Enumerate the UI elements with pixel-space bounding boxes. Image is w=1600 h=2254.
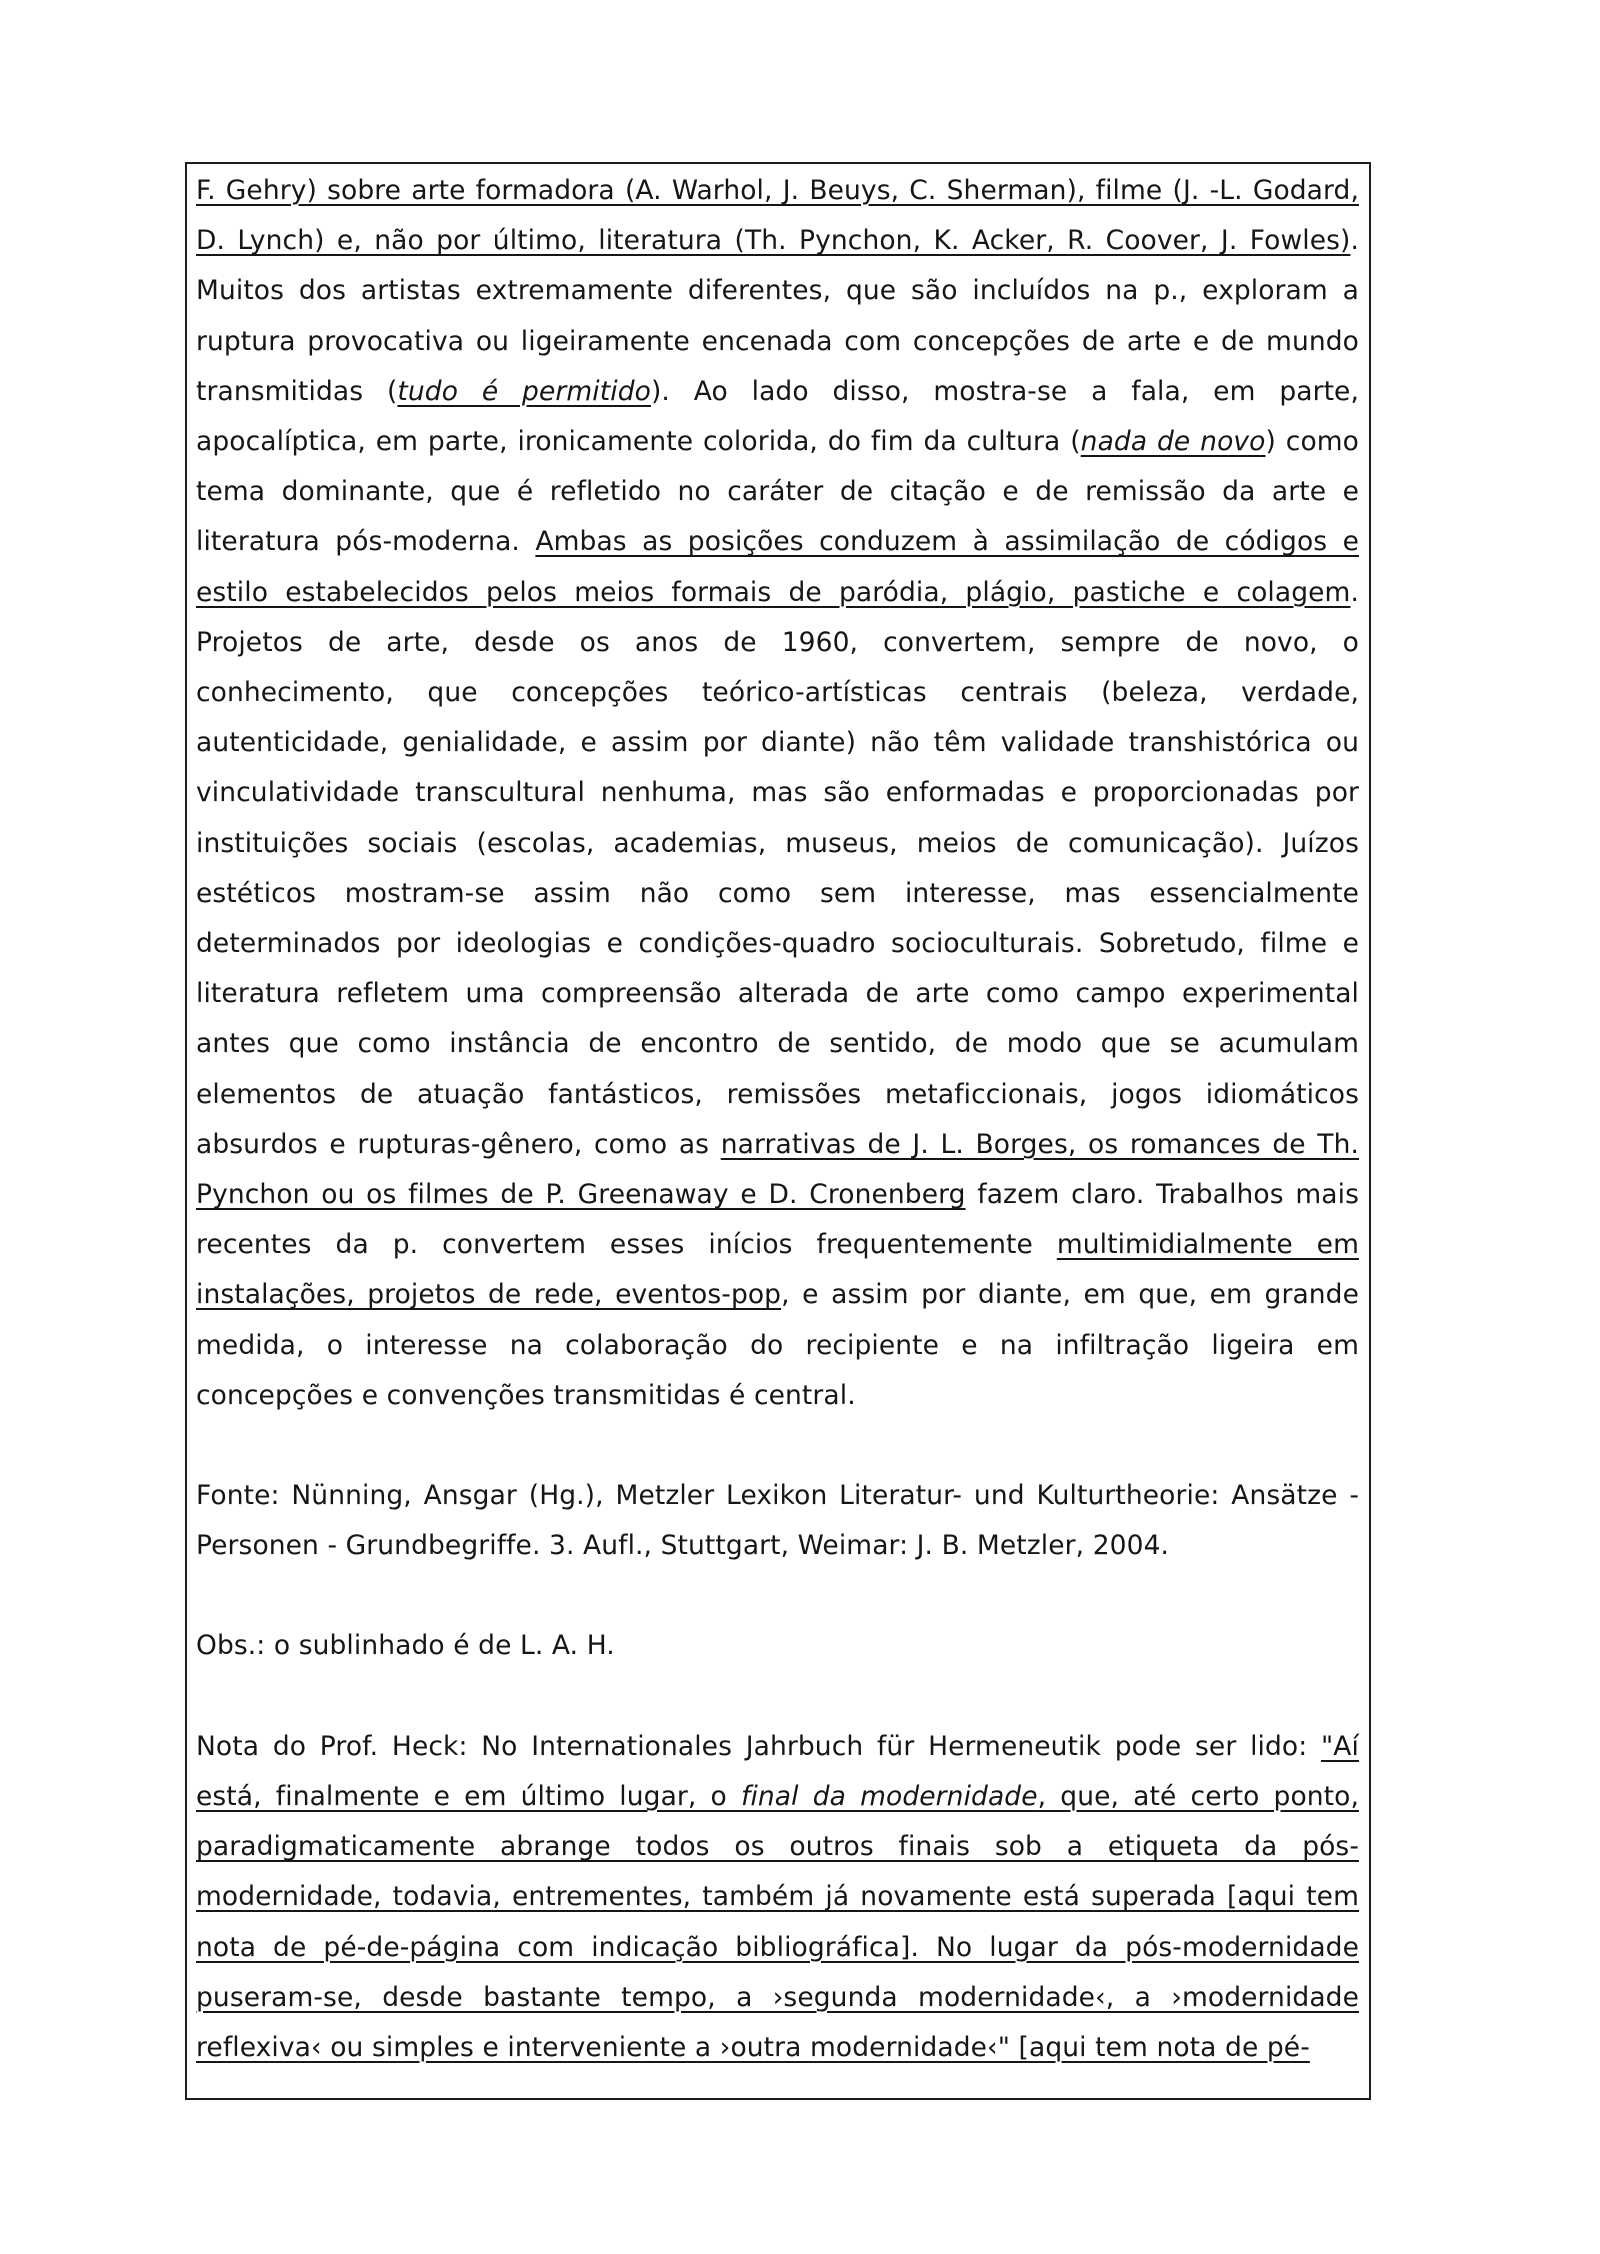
- body-text: . Projetos de arte, desde os anos de 1960, convertem, sempre de novo, o conhecimento, que concepções teórico-artísticas centrais (beleza, verdade, autenticidade, genialidade, e assim por diante) não têm validade transhistórica ou vinculatividade transcultural nenhuma, mas são enformadas e proporcionadas por instituições sociais (escolas, academias, museus, meios de comunicação). Juízos estéticos mostram-se assim não como sem interesse, mas essencialmente determinados por ideologias e condições-quadro socioculturais. Sobretudo, filme e literatura refletem uma compreensão alterada de arte como campo experimental antes que como instância de encontro de sentido, de modo que se acumulam elementos de atuação fantásticos, remissões metaficcionais, jogos idiomáticos absurdos e rupturas-gênero, como as: [196, 576, 1359, 1160]
- underlined-text: narrativas de J. L. Borges, os romances de Th. Pynchon ou os filmes de P. Greenaway e D. Cronenberg: [196, 1128, 1360, 1211]
- document-body: [196, 166, 1359, 2073]
- underlined-italic-text: tudo é permitido: [397, 375, 651, 407]
- paragraph-gap: [196, 1571, 1359, 1621]
- paragraph-gap: [196, 1672, 1359, 1722]
- underlined-text: , que, até certo ponto, paradigmaticamente abrange todos os outros finais sob a etiqueta da pós-modernidade, todavia, entrementes, também já novamente está superada [aqui tem nota de pé-de-página com indicação bibliográfica]. No lugar da pós-modernidade puseram-se, desde bastante tempo, a ›segunda modernidade‹, a ›modernidade reflexiva‹ ou simples e interveniente a ›outra modernidade‹" [aqui tem nota de pé-: [196, 1780, 1359, 2063]
- underlined-text: "Aí está, finalmente e em último lugar, o: [196, 1730, 1359, 1812]
- body-text: ). Ao lado disso, mostra-se a fala, em parte, apocalíptica, em parte, ironicamente colorida, do fim da cultura (: [196, 375, 1359, 458]
- underlined-italic-text: nada de novo: [1080, 426, 1266, 458]
- body-text: fazem claro. Trabalhos mais recentes da p. convertem esses inícios frequentemente: [196, 1179, 1359, 1261]
- body-text: Nota do Prof. Heck: No Internationales Jahrbuch für Hermeneutik pode ser lido:: [196, 1730, 1322, 1762]
- paragraph-gap: [196, 1421, 1359, 1471]
- main-paragraph: [196, 166, 1359, 1421]
- body-text: . Muitos dos artistas extremamente diferentes, que são incluídos na p., exploram a ruptura provocativa ou ligeiramente encenada com concepções de arte e de mundo transmitidas (: [196, 225, 1359, 407]
- underlined-text: multimidialmente em instalações, projetos de rede, eventos-pop: [196, 1229, 1359, 1311]
- obs-note: Obs.: o sublinhado é de L. A. H.: [196, 1630, 615, 1662]
- body-text: , e assim por diante, em que, em grande medida, o interesse na colaboração do recipiente e na infiltração ligeira em concepções e convenções transmitidas é central.: [196, 1279, 1359, 1411]
- prof-note: [196, 1722, 1359, 2073]
- body-text: ) como tema dominante, que é refletido no caráter de citação e de remissão da arte e literatura pós-moderna.: [196, 426, 1359, 558]
- source-note: Fonte: Nünning, Ansgar (Hg.), Metzler Lexikon Literatur- und Kulturtheorie: Ansätze - Personen - Grundbegriffe. 3. Aufl., Stuttgart, Weimar: J. B. Metzler, 2004.: [196, 1480, 1359, 1562]
- underlined-italic-text: final da modernidade: [741, 1780, 1038, 1812]
- underlined-text: F. Gehry) sobre arte formadora (A. Warhol, J. Beuys, C. Sherman), filme (J. -L. Godard, D. Lynch) e, não por último, literatura (Th. Pynchon, K. Acker, R. Coover, J. Fowles): [196, 175, 1359, 257]
- underlined-text: Ambas as posições conduzem à assimilação de códigos e estilo estabelecidos pelos meios formais de paródia, plágio, pastiche e colagem: [196, 526, 1359, 608]
